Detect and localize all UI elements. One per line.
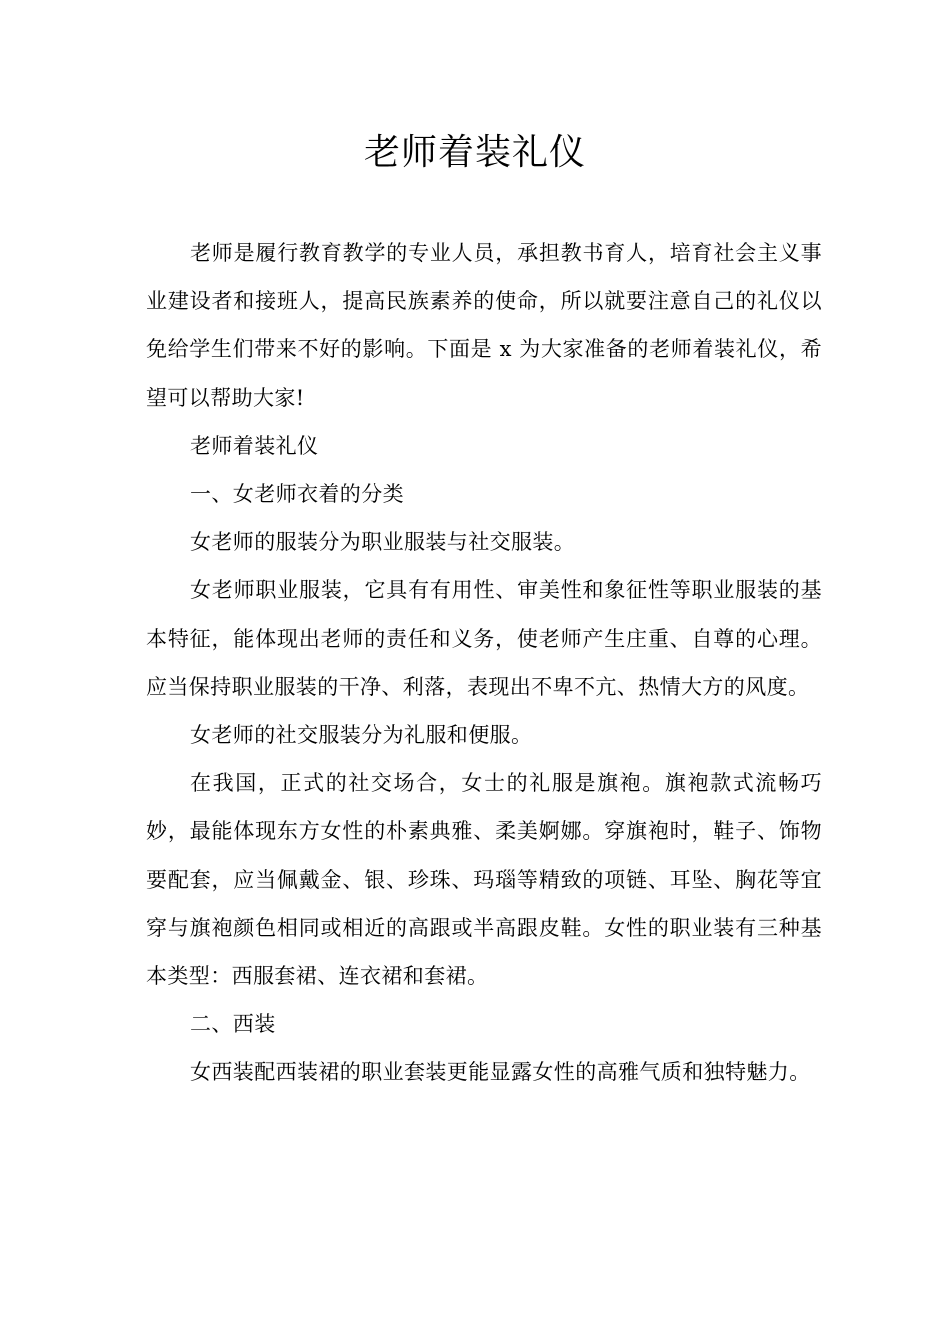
paragraph-suit: 女西装配西装裙的职业套装更能显露女性的高雅气质和独特魅力。 <box>190 1060 811 1085</box>
paragraph-heading-main: 老师着装礼仪 <box>190 433 319 458</box>
paragraph-intro: 老师是履行教育教学的专业人员，承担教书育人，培育社会主义事业建设者和接班人，提高民族素养的使命，所以就要注意自己的礼仪以免给学生们带来不好的影响。下面是 x 为大家准备的老师着装礼仪，希望可以帮助大家! <box>146 241 822 410</box>
paragraph-section-two-heading: 二、西装 <box>190 1012 276 1037</box>
paragraph-professional-clothing: 女老师职业服装，它具有有用性、审美性和象征性等职业服装的基本特征，能体现出老师的责任和义务，使老师产生庄重、自尊的心理。应当保持职业服装的干净、利落，表现出不卑不亢、热情大方的风度。 <box>146 578 822 699</box>
paragraph-clothing-types: 女老师的服装分为职业服装与社交服装。 <box>190 530 576 555</box>
document-title: 老师着装礼仪 <box>363 132 586 173</box>
paragraph-qipao: 在我国，正式的社交场合，女士的礼服是旗袍。旗袍款式流畅巧妙，最能体现东方女性的朴素典雅、柔美婀娜。穿旗袍时，鞋子、饰物要配套，应当佩戴金、银、珍珠、玛瑙等精致的项链、耳坠、胸花等宜穿与旗袍颜色相同或相近的高跟或半高跟皮鞋。女性的职业装有三种基本类型：西服套裙、连衣裙和套裙。 <box>146 771 822 989</box>
document-body <box>146 229 822 1097</box>
paragraph-section-one-heading: 一、女老师衣着的分类 <box>190 482 404 507</box>
paragraph-social-clothing: 女老师的社交服装分为礼服和便服。 <box>190 723 533 748</box>
